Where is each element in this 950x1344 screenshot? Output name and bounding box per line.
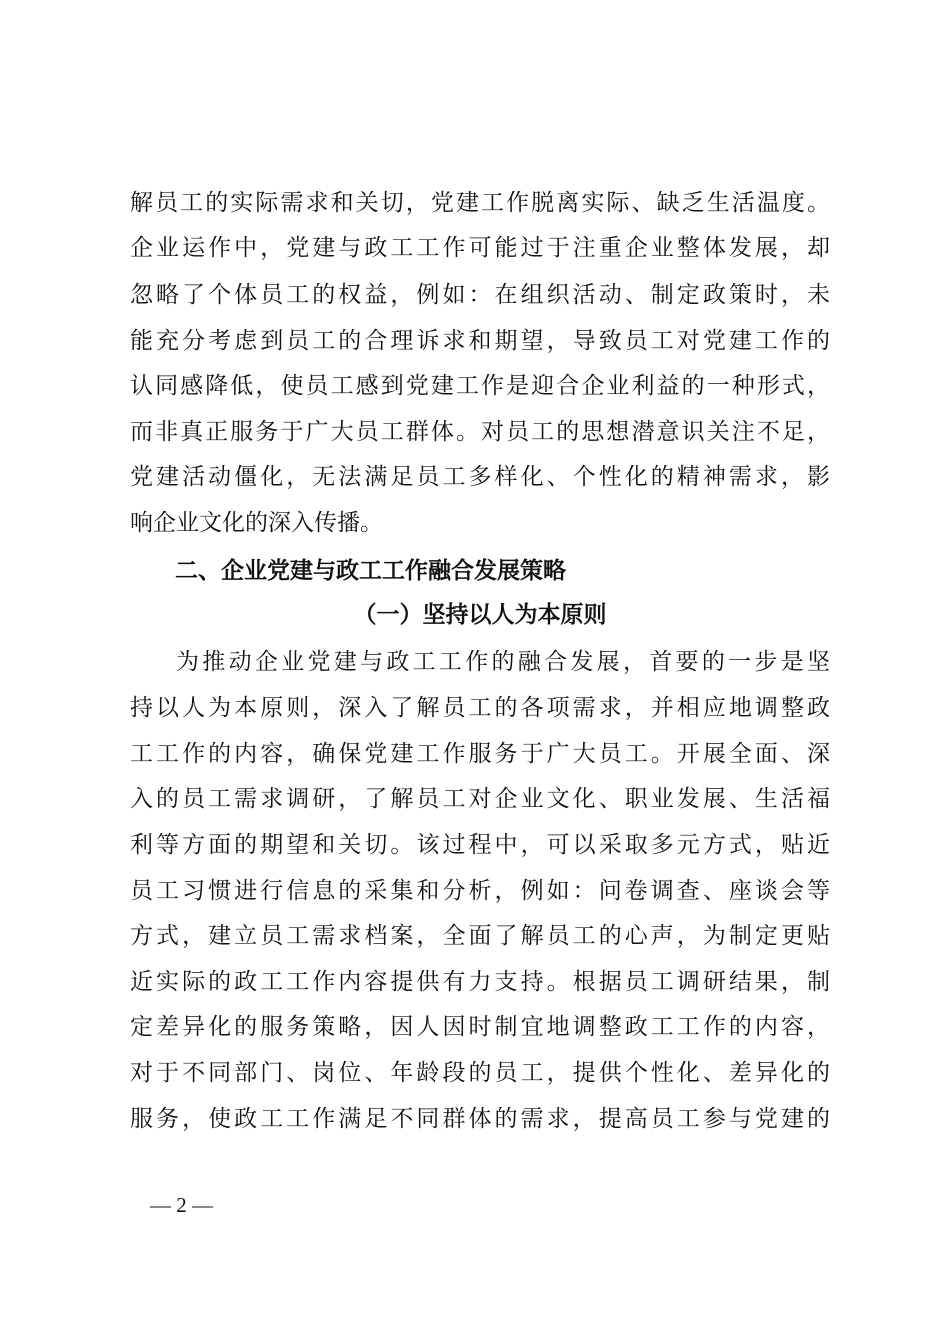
paragraph-line: 党建活动僵化，无法满足员工多样化、个性化的精神需求，影 bbox=[130, 464, 830, 490]
paragraph-line: 持以人为本原则，深入了解员工的各项需求，并相应地调整政 bbox=[130, 695, 830, 721]
paragraph-line: 利等方面的期望和关切。该过程中，可以采取多元方式，贴近 bbox=[130, 832, 830, 858]
paragraph-line: 近实际的政工工作内容提供有力支持。根据员工调研结果，制 bbox=[130, 969, 830, 995]
paragraph-line: 响企业文化的深入传播。 bbox=[130, 510, 383, 536]
paragraph-line: 方式，建立员工需求档案，全面了解员工的心声，为制定更贴 bbox=[130, 923, 830, 949]
page-number: — 2 — bbox=[150, 1193, 213, 1217]
subsection-heading: （一）坚持以人为本原则 bbox=[353, 601, 607, 628]
paragraph-line: 服务，使政工工作满足不同群体的需求，提高员工参与党建的 bbox=[130, 1106, 830, 1132]
paragraph-line: 认同感降低，使员工感到党建工作是迎合企业利益的一种形式， bbox=[130, 373, 830, 399]
paragraph-line: 工工作的内容，确保党建工作服务于广大员工。开展全面、深 bbox=[130, 741, 830, 767]
paragraph-line: 为推动企业党建与政工工作的融合发展，首要的一步是坚 bbox=[176, 649, 830, 675]
paragraph-line: 企业运作中，党建与政工工作可能过于注重企业整体发展，却 bbox=[130, 235, 830, 261]
paragraph-line: 定差异化的服务策略，因人因时制宜地调整政工工作的内容， bbox=[130, 1014, 830, 1040]
paragraph-line: 忽略了个体员工的权益，例如：在组织活动、制定政策时，未 bbox=[130, 282, 830, 308]
paragraph-line: 解员工的实际需求和关切，党建工作脱离实际、缺乏生活温度。 bbox=[130, 190, 830, 216]
section-heading: 二、企业党建与政工工作融合发展策略 bbox=[175, 558, 566, 584]
paragraph-line: 入的员工需求调研，了解员工对企业文化、职业发展、生活福 bbox=[130, 786, 830, 812]
paragraph-line: 对于不同部门、岗位、年龄段的员工，提供个性化、差异化的 bbox=[130, 1060, 830, 1086]
paragraph-line: 而非真正服务于广大员工群体。对员工的思想潜意识关注不足， bbox=[130, 419, 830, 445]
paragraph-line: 员工习惯进行信息的采集和分析，例如：问卷调查、座谈会等 bbox=[130, 878, 830, 904]
paragraph-line: 能充分考虑到员工的合理诉求和期望，导致员工对党建工作的 bbox=[130, 328, 830, 354]
